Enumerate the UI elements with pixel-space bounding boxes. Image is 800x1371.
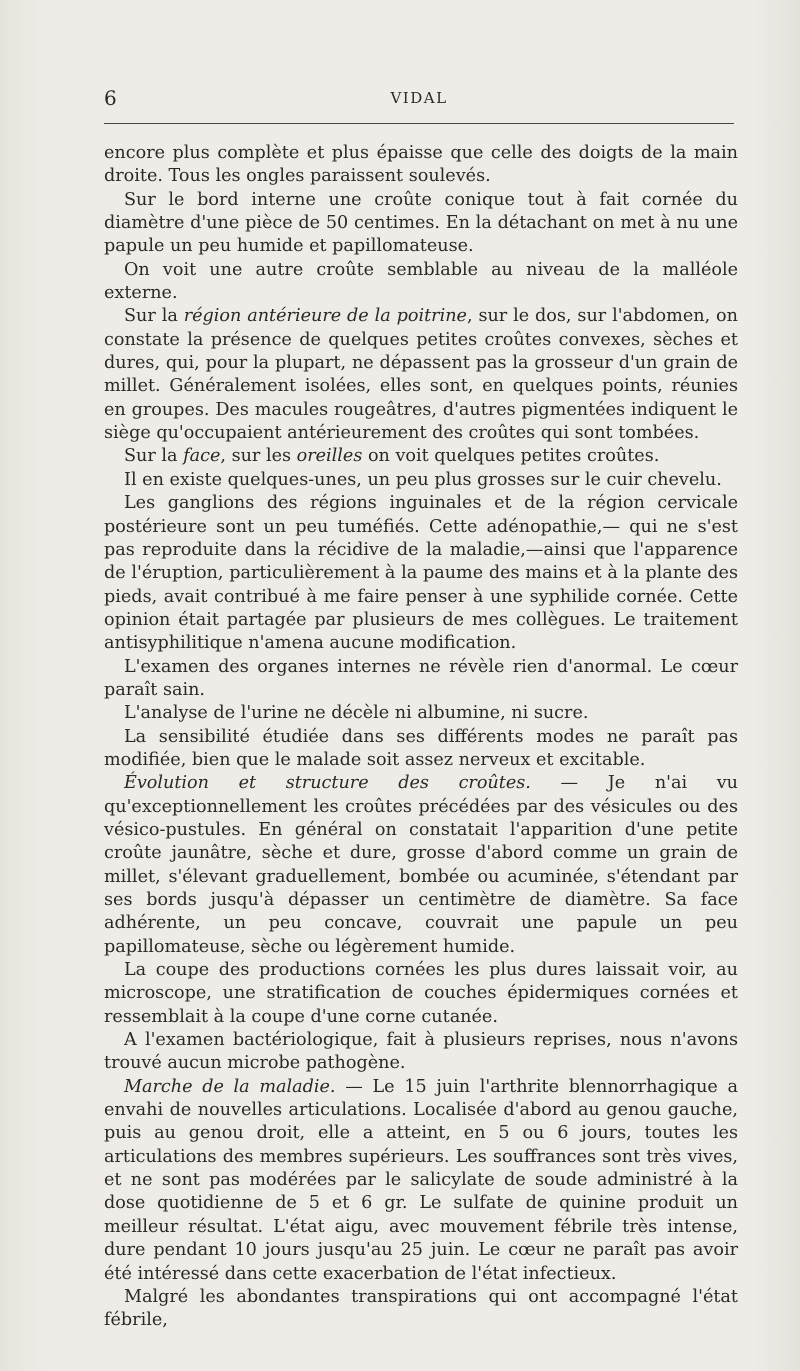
text-run: On voit une autre croûte semblable au niveau de la malléole externe.: [104, 259, 738, 304]
text-run: Sur la: [124, 306, 184, 327]
text-run: L'examen des organes internes ne révèle rien d'anormal. Le cœur paraît sain.: [104, 656, 738, 700]
paragraph: [104, 259, 738, 306]
paragraph: [104, 305, 738, 445]
text-run: Sur la: [124, 446, 184, 467]
paragraph: [104, 142, 738, 189]
paragraph: [104, 702, 738, 725]
paragraph: [104, 492, 738, 655]
paragraph: [104, 1286, 738, 1333]
text-run: encore plus complète et plus épaisse que celle des doigts de la main droite. Tous les ongles paraissent soulevés.: [104, 143, 738, 187]
running-head: VIDAL: [390, 89, 448, 107]
paragraph: [104, 1076, 738, 1286]
body-text: [104, 142, 738, 1333]
paragraph: [104, 445, 738, 468]
text-run: Malgré les abondantes transpirations qui ont accompagné l'état fébrile,: [104, 1286, 738, 1331]
text-run: — Je n'ai vu qu'exceptionnellement les croûtes précédées par des vésicules ou des vésico-pustules. En général on constatait l'apparition d'une petite croûte jaunâtre, sèche et dure, grosse d'abord comme un grain de millet, s'élevant graduellement, bombée ou acuminée, s'étendant par ses bords jusqu'à dépasser un centimètre de diamètre. Sa face adhérente, un peu concave, couvrait une papule un peu papillomateuse, sèche ou légèrement humide.: [104, 773, 739, 957]
text-run: La sensibilité étudiée dans ses différents modes ne paraît pas modifiée, bien que le malade soit assez nerveux et excitable.: [104, 726, 738, 770]
paragraph: [104, 772, 738, 959]
paragraph: [104, 656, 738, 703]
italic-run: Évolution et structure des croûtes.: [124, 773, 531, 794]
text-run: L'analyse de l'urine ne décèle ni albumine, ni sucre.: [124, 703, 589, 724]
paragraph: [104, 959, 738, 1029]
paragraph: [104, 726, 738, 773]
text-run: Sur le bord interne une croûte conique tout à fait cornée du diamètre d'une pièce de 50 centimes. En la détachant on met à nu une papule un peu humide et papillomateuse.: [104, 189, 738, 257]
italic-run: oreilles: [296, 446, 363, 467]
text-run: , sur les: [220, 446, 297, 467]
page-number: 6: [104, 86, 117, 110]
header-rule: [104, 123, 734, 124]
text-run: A l'examen bactériologique, fait à plusieurs reprises, nous n'avons trouvé aucun microbe pathogène.: [104, 1030, 738, 1074]
italic-run: région antérieure de la poitrine: [183, 306, 467, 327]
page-header: [104, 84, 734, 112]
text-run: , sur le dos, sur l'abdomen, on constate la présence de quelques petites croûtes convexes, sèches et dures, qui, pour la plupart, ne dépassent pas la grosseur d'un grain de millet. Généralement isolées, elles sont, en quelques points, réunies en groupes. Des macules rougeâtres, d'autres pigmentées indiquent le siège qu'occupaient antérieurement des croûtes qui sont tombées.: [104, 306, 738, 444]
paragraph: [104, 189, 738, 259]
italic-run: face: [183, 446, 221, 467]
text-run: — Le 15 juin l'arthrite blennorrhagique a envahi de nouvelles articulations. Localisée d'abord au genou gauche, puis au genou droit, elle a atteint, en 5 ou 6 jours, toutes les articulations des membres supérieurs. Les souffrances sont très vives, et ne sont pas modérées par le salicylate de soude administré à la dose quotidienne de 5 et 6 gr. Le sulfate de quinine produit un meilleur résultat. L'état aigu, avec mouvement fébrile très intense, dure pendant 10 jours jusqu'au 25 juin. Le cœur ne paraît pas avoir été intéressé dans cette exacerbation de l'état infectieux.: [104, 1076, 738, 1284]
text-run: Il en existe quelques-unes, un peu plus grosses sur le cuir chevelu.: [124, 469, 722, 490]
paragraph: [104, 1029, 738, 1076]
text-run: La coupe des productions cornées les plus dures laissait voir, au microscope, une stratification de couches épidermiques cornées et ressemblait à la coupe d'une corne cutanée.: [104, 960, 738, 1027]
text-run: on voit quelques petites croûtes.: [362, 446, 660, 467]
text-run: Les ganglions des régions inguinales et de la région cervicale postérieure sont un peu tuméfiés. Cette adénopathie,— qui ne s'est pas reproduite dans la récidive de la maladie,—ainsi que l'apparence de l'éruption, particulièrement à la paume des mains et à la plante des pieds, avait contribué à me faire penser à une syphilide cornée. Cette opinion était partagée par plusieurs de mes collègues. Le traitement antisyphilitique n'amena aucune modification.: [104, 493, 738, 654]
italic-run: Marche de la maladie.: [124, 1076, 336, 1097]
paragraph: [104, 469, 738, 492]
